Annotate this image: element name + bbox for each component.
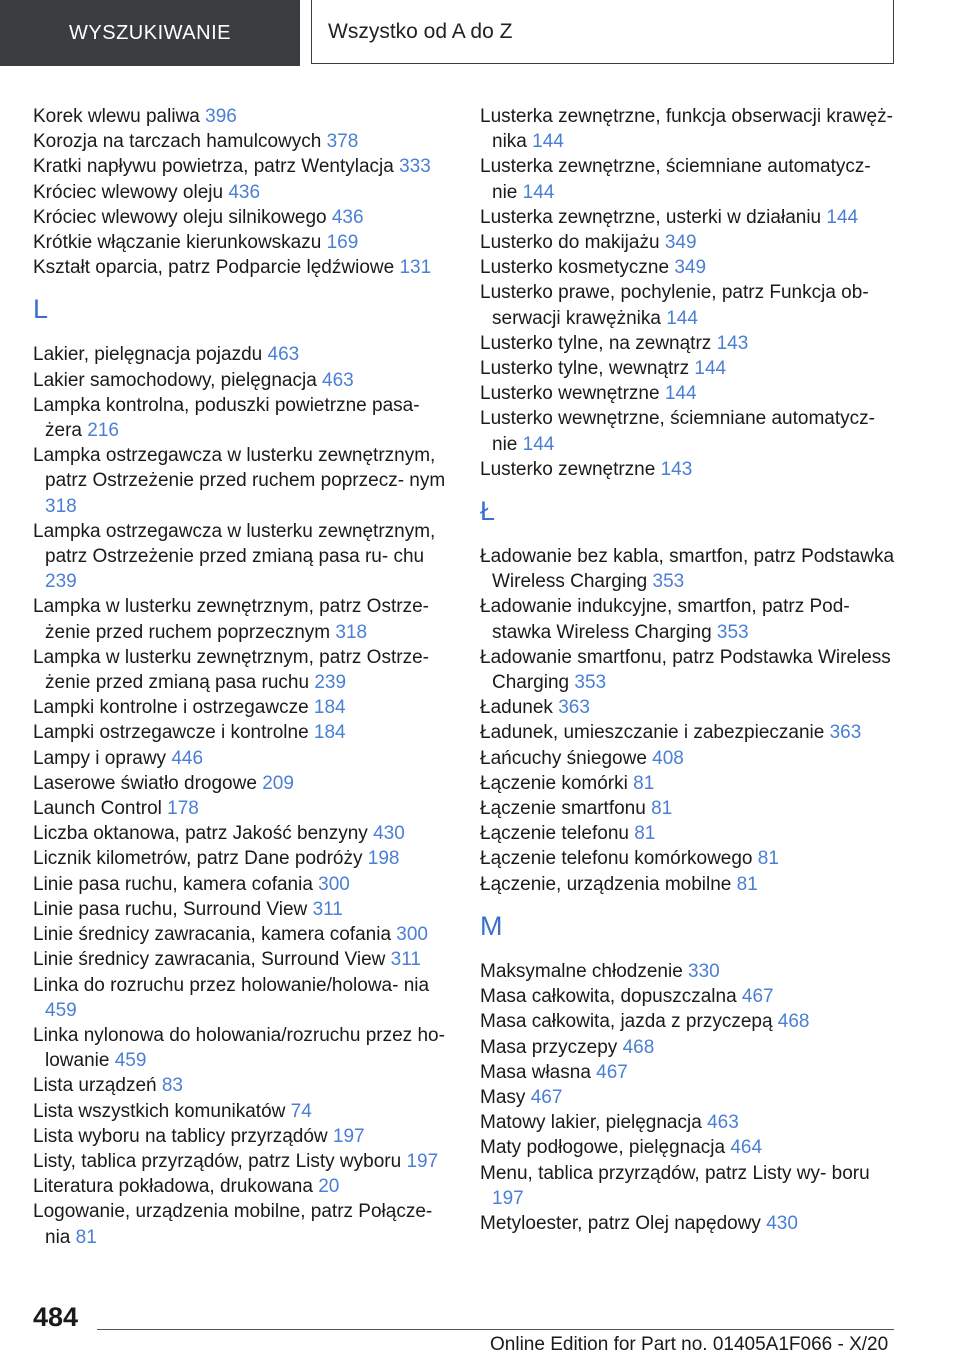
index-page-link[interactable]: 378 xyxy=(326,131,359,153)
page-number: 484 xyxy=(33,1302,79,1332)
index-page-link[interactable]: 311 xyxy=(312,898,343,920)
index-page-link[interactable]: 436 xyxy=(228,181,261,203)
index-page-link[interactable]: 197 xyxy=(406,1150,439,1172)
index-entry xyxy=(480,331,900,356)
index-entry-text: Linka do rozruchu przez holowanie/holowa- nia xyxy=(33,974,430,996)
index-page-link[interactable]: 408 xyxy=(652,747,684,769)
index-page-link[interactable]: 144 xyxy=(826,206,859,228)
index-entry-text: Maksymalne chłodzenie xyxy=(480,960,683,982)
footer-divider xyxy=(97,1329,894,1330)
index-entry xyxy=(480,984,900,1009)
index-entry-text: Łączenie telefonu xyxy=(480,823,629,845)
index-page-link[interactable]: 349 xyxy=(664,232,697,254)
index-entry-text: Łańcuchy śniegowe xyxy=(480,747,647,769)
index-entry-text: Łączenie, urządzenia mobilne xyxy=(480,873,732,895)
index-entry xyxy=(480,1110,900,1135)
index-page-link[interactable]: 184 xyxy=(313,722,346,744)
index-entry-text: Lusterko zewnętrzne xyxy=(480,458,656,480)
index-entry xyxy=(33,872,453,897)
index-entry-text: Lusterka zewnętrzne, ściemniane automatycz- nie xyxy=(480,156,871,203)
index-letter-heading: L xyxy=(33,294,49,325)
index-entry xyxy=(33,230,453,255)
index-entry-text: Ładowanie indukcyjne, smartfon, patrz Pod- stawka Wireless Charging xyxy=(480,596,850,643)
index-entry xyxy=(33,1124,453,1149)
index-entry xyxy=(33,897,453,922)
index-entry xyxy=(480,796,900,821)
index-page-link[interactable]: 300 xyxy=(396,924,428,946)
index-page-link[interactable]: 459 xyxy=(114,1050,147,1072)
index-entry xyxy=(480,959,900,984)
index-entry xyxy=(480,695,900,720)
index-entry xyxy=(33,594,453,644)
index-entry xyxy=(480,1009,900,1034)
index-page-link[interactable]: 396 xyxy=(205,106,237,127)
index-entry xyxy=(33,947,453,972)
index-entry xyxy=(480,544,900,594)
index-entry xyxy=(480,645,900,695)
index-page-link[interactable]: 74 xyxy=(290,1100,312,1122)
index-entry xyxy=(480,1035,900,1060)
index-entry xyxy=(33,129,453,154)
index-entry xyxy=(33,645,453,695)
index-entry-text: Lista wyboru na tablicy przyrządów xyxy=(33,1125,328,1147)
index-entry xyxy=(33,443,453,519)
index-page-link[interactable]: 467 xyxy=(741,986,774,1008)
index-entry xyxy=(33,922,453,947)
index-page-link[interactable]: 144 xyxy=(532,131,564,153)
index-entry-text: Menu, tablica przyrządów, patrz Listy wy- boru xyxy=(480,1162,870,1184)
index-entry xyxy=(33,1199,453,1249)
index-entry-text: Łączenie telefonu komórkowego xyxy=(480,848,753,870)
index-entry xyxy=(480,821,900,846)
index-entry xyxy=(480,771,900,796)
index-page-link[interactable]: 463 xyxy=(707,1112,739,1134)
index-entry-text: Kształt oparcia, patrz Podparcie lędźwiowe xyxy=(33,257,395,279)
index-page-link[interactable]: 144 xyxy=(694,358,727,380)
index-entry-text: Łączenie komórki xyxy=(480,772,628,794)
index-page-link[interactable]: 467 xyxy=(596,1061,628,1083)
index-page-link[interactable]: 353 xyxy=(652,571,685,593)
index-page-link[interactable]: 467 xyxy=(530,1086,563,1108)
index-entry xyxy=(480,1060,900,1085)
index-entry xyxy=(33,973,453,1023)
index-entry-text: Literatura pokładowa, drukowana xyxy=(33,1176,313,1198)
index-page-link[interactable]: 318 xyxy=(335,621,368,643)
index-column-right xyxy=(480,104,900,1236)
index-page-link[interactable]: 463 xyxy=(267,344,300,366)
index-entry-text: Lusterko prawe, pochylenie, patrz Funkcja ob- serwacji krawężnika xyxy=(480,282,869,329)
index-page-link[interactable]: 143 xyxy=(716,332,749,354)
index-entry-text: Króciec wlewowy oleju xyxy=(33,181,224,203)
index-entry-text: Lakier samochodowy, pielęgnacja xyxy=(33,369,317,391)
index-page-link[interactable]: 459 xyxy=(45,999,77,1021)
index-entry xyxy=(33,695,453,720)
index-entry xyxy=(33,342,453,367)
index-entry-text: Lusterko kosmetyczne xyxy=(480,257,670,279)
index-page-link[interactable]: 330 xyxy=(688,960,720,982)
index-page-link[interactable]: 430 xyxy=(373,823,405,845)
index-page-link[interactable]: 184 xyxy=(313,697,346,719)
index-page-link[interactable]: 143 xyxy=(660,458,693,480)
section-tab[interactable]: WYSZUKIWANIE xyxy=(0,0,300,66)
index-entry-text: Linie średnicy zawracania, Surround View xyxy=(33,949,386,971)
index-page-link[interactable]: 144 xyxy=(522,181,555,203)
index-entry-text: Lampy i oprawy xyxy=(33,747,167,769)
index-entry-text: Ładunek xyxy=(480,697,553,719)
index-entry xyxy=(33,746,453,771)
index-entry-text: Laserowe światło drogowe xyxy=(33,772,257,794)
index-page-link[interactable]: 20 xyxy=(318,1176,340,1198)
index-entry xyxy=(480,255,900,280)
page-header xyxy=(0,0,960,66)
index-entry-text: Lampka w lusterku zewnętrznym, patrz Ostrze- żenie przed zmianą pasa ruchu xyxy=(33,646,429,694)
index-entry-text: Liczba oktanowa, patrz Jakość benzyny xyxy=(33,823,368,845)
index-entry xyxy=(480,381,900,406)
index-page-link[interactable]: 239 xyxy=(45,571,77,593)
index-page-link[interactable]: 311 xyxy=(390,949,421,971)
index-entry xyxy=(33,519,453,595)
index-entry-text: Metyloester, patrz Olej napędowy xyxy=(480,1212,761,1234)
index-page-link[interactable]: 239 xyxy=(314,672,347,694)
index-entry-text: Masa całkowita, jazda z przyczepą xyxy=(480,1011,773,1033)
index-entry-text: Lakier, pielęgnacja pojazdu xyxy=(33,344,263,366)
index-entry xyxy=(480,746,900,771)
index-entry xyxy=(480,720,900,745)
index-page-link[interactable]: 131 xyxy=(399,257,432,279)
index-page-link[interactable]: 216 xyxy=(87,420,119,442)
index-entry-text: Kratki napływu powietrza, patrz Wentylacja xyxy=(33,156,394,178)
index-entry xyxy=(33,821,453,846)
index-page-link[interactable]: 464 xyxy=(730,1137,763,1159)
index-entry-text: Króciec wlewowy oleju silnikowego xyxy=(33,206,327,228)
index-entry-text: Lusterka zewnętrzne, usterki w działaniu xyxy=(480,206,822,228)
index-page-link[interactable]: 144 xyxy=(522,433,555,455)
index-page-link[interactable]: 81 xyxy=(757,848,779,870)
index-letter-heading: Ł xyxy=(480,496,496,527)
index-page-link[interactable]: 81 xyxy=(75,1226,97,1248)
index-entry xyxy=(480,457,900,482)
index-entry-text: Lampki kontrolne i ostrzegawcze xyxy=(33,697,309,719)
index-entry xyxy=(33,1174,453,1199)
index-entry-text: Lusterko tylne, na zewnątrz xyxy=(480,332,712,354)
index-page-link[interactable]: 81 xyxy=(633,772,655,794)
index-letter-heading: M xyxy=(480,910,503,941)
index-page-link[interactable]: 81 xyxy=(634,823,656,845)
index-entry xyxy=(480,872,900,897)
index-entry-text: Masa przyczepy xyxy=(480,1036,618,1058)
index-entry xyxy=(33,1073,453,1098)
index-entry xyxy=(480,280,900,330)
index-page-link[interactable]: 318 xyxy=(45,495,77,517)
index-page-link[interactable]: 169 xyxy=(326,232,359,254)
index-entry-text: Krótkie włączanie kierunkowskazu xyxy=(33,232,322,254)
index-entry xyxy=(480,406,900,456)
index-entry-text: Linka nylonowa do holowania/rozruchu przez ho- lowanie xyxy=(33,1024,445,1072)
index-entry-text: Lusterko wewnętrzne xyxy=(480,383,660,405)
index-entry-text: Lampki ostrzegawcze i kontrolne xyxy=(33,722,309,744)
index-entry xyxy=(33,796,453,821)
index-entry xyxy=(33,180,453,205)
index-entry xyxy=(33,771,453,796)
index-page-link[interactable]: 430 xyxy=(766,1212,798,1234)
index-entry xyxy=(480,1135,900,1160)
index-entry-text: Lista urządzeń xyxy=(33,1075,157,1097)
index-entry xyxy=(480,230,900,255)
index-entry xyxy=(33,846,453,871)
index-entry-text: Matowy lakier, pielęgnacja xyxy=(480,1112,702,1134)
section-subtitle: Wszystko od A do Z xyxy=(311,0,894,64)
index-entry xyxy=(33,154,453,179)
index-entry-text: Lusterka zewnętrzne, funkcja obserwacji krawęż- nika xyxy=(480,106,893,153)
index-entry-text: Linie średnicy zawracania, kamera cofania xyxy=(33,924,392,946)
index-page-link[interactable]: 363 xyxy=(829,722,862,744)
index-entry xyxy=(33,368,453,393)
index-page-link[interactable]: 436 xyxy=(331,206,364,228)
index-column-left xyxy=(33,104,453,1250)
index-entry-text: Linie pasa ruchu, Surround View xyxy=(33,898,308,920)
index-entry-text: Logowanie, urządzenia mobilne, patrz Połącze- nia xyxy=(33,1201,433,1248)
index-entry-text: Korek wlewu paliwa xyxy=(33,106,200,127)
index-entry xyxy=(480,205,900,230)
index-entry xyxy=(33,1023,453,1073)
index-page-link[interactable]: 349 xyxy=(674,257,707,279)
index-page-link[interactable]: 333 xyxy=(399,156,431,178)
index-entry xyxy=(33,205,453,230)
index-entry-text: Maty podłogowe, pielęgnacja xyxy=(480,1137,726,1159)
index-page-link[interactable]: 353 xyxy=(716,621,749,643)
index-page-link[interactable]: 363 xyxy=(558,697,590,719)
index-entry-text: Launch Control xyxy=(33,798,162,820)
index-entry-text: Lusterko wewnętrzne, ściemniane automatycz- nie xyxy=(480,408,875,455)
index-page-link[interactable]: 353 xyxy=(574,672,607,694)
index-entry-text: Łączenie smartfonu xyxy=(480,798,646,820)
index-entry-text: Lista wszystkich komunikatów xyxy=(33,1100,286,1122)
index-entry xyxy=(33,1099,453,1124)
index-page-link[interactable]: 197 xyxy=(332,1125,365,1147)
index-page-link[interactable]: 468 xyxy=(622,1036,655,1058)
index-page-link[interactable]: 197 xyxy=(492,1187,524,1209)
index-entry-text: Lampka ostrzegawcza w lusterku zewnętrznym, patrz Ostrzeżenie przed ruchem poprzecz- nym xyxy=(33,445,446,492)
index-entry-text: Ładowanie smartfonu, patrz Podstawka Wireless Charging xyxy=(480,646,891,694)
index-entry-text: Masa własna xyxy=(480,1061,591,1083)
index-entry-text: Ładowanie bez kabla, smartfon, patrz Podstawka Wireless Charging xyxy=(480,546,895,593)
index-entry-text: Ładunek, umieszczanie i zabezpieczanie xyxy=(480,722,825,744)
index-page-link[interactable]: 81 xyxy=(651,798,673,820)
index-entry-text: Lusterko do makijażu xyxy=(480,232,660,254)
index-page-link[interactable]: 83 xyxy=(161,1075,183,1097)
index-page-link[interactable]: 209 xyxy=(262,772,294,794)
index-page-link[interactable]: 178 xyxy=(167,798,199,820)
index-entry xyxy=(33,255,453,280)
index-entry xyxy=(33,1149,453,1174)
index-entry-text: Lampka ostrzegawcza w lusterku zewnętrznym, patrz Ostrzeżenie przed zmianą pasa ru- chu xyxy=(33,520,436,568)
index-entry xyxy=(480,1161,900,1211)
index-entry-text: Masa całkowita, dopuszczalna xyxy=(480,986,737,1008)
index-page-link[interactable]: 144 xyxy=(666,307,698,329)
index-entry xyxy=(480,846,900,871)
index-entry xyxy=(480,356,900,381)
index-entry-text: Lampka kontrolna, poduszki powietrzne pasa- żera xyxy=(33,394,420,442)
index-entry-text: Listy, tablica przyrządów, patrz Listy wyboru xyxy=(33,1150,402,1172)
index-entry-text: Lampka w lusterku zewnętrznym, patrz Ostrze- żenie przed ruchem poprzecznym xyxy=(33,596,429,643)
index-entry-text: Licznik kilometrów, patrz Dane podróży xyxy=(33,848,363,870)
index-entry-text: Korozja na tarczach hamulcowych xyxy=(33,131,322,153)
index-entry xyxy=(480,594,900,644)
index-entry xyxy=(33,720,453,745)
index-page-link[interactable]: 463 xyxy=(322,369,354,391)
index-entry xyxy=(480,154,900,204)
index-entry-text: Masy xyxy=(480,1086,526,1108)
index-entry xyxy=(480,1085,900,1110)
index-page-link[interactable]: 198 xyxy=(367,848,400,870)
index-page-link[interactable]: 81 xyxy=(736,873,758,895)
footer-edition: Online Edition for Part no. 01405A1F066 - X/20 xyxy=(490,1334,889,1355)
index-entry xyxy=(480,1211,900,1236)
index-entry-text: Lusterko tylne, wewnątrz xyxy=(480,358,690,380)
index-page-link[interactable]: 446 xyxy=(171,747,204,769)
index-page-link[interactable]: 144 xyxy=(664,383,697,405)
index-entry xyxy=(33,104,453,129)
index-entry xyxy=(480,104,900,154)
index-page-link[interactable]: 468 xyxy=(777,1011,810,1033)
index-entry-text: Linie pasa ruchu, kamera cofania xyxy=(33,873,313,895)
index-page-link[interactable]: 300 xyxy=(318,873,350,895)
index-entry xyxy=(33,393,453,443)
